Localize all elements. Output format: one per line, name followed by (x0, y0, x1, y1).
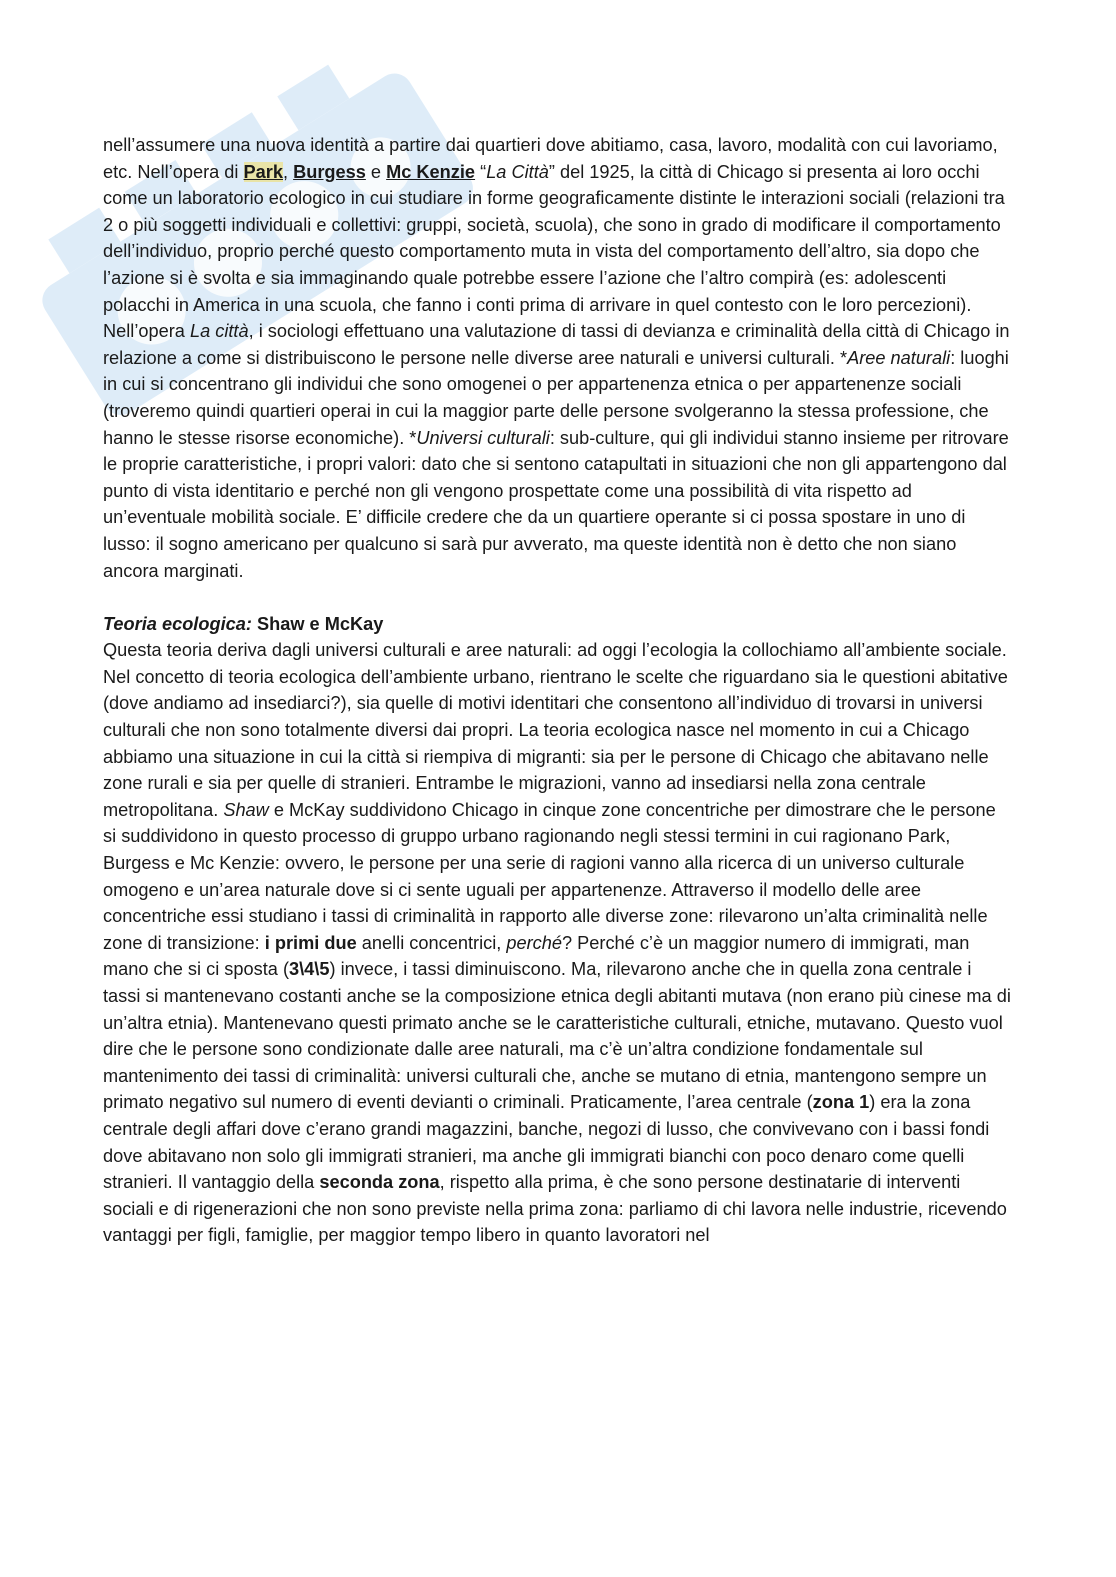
paragraph-spacer (103, 584, 1013, 611)
emphasis-zona-1: zona 1 (812, 1092, 870, 1113)
text-run: nell’assumere una nuova identità a partire dai quartieri dove abitiamo, casa, lavoro, modalità con cui lavoriamo, etc. Nell’opera di (103, 135, 998, 182)
section-heading (103, 611, 1013, 638)
link-burgess[interactable]: Burgess (293, 161, 366, 182)
heading-italic: Teoria ecologica: (103, 613, 252, 634)
link-mckenzie[interactable]: Mc Kenzie (386, 161, 476, 182)
emphasis-zones: 3\4\5 (289, 959, 330, 980)
heading-authors: Shaw e McKay (251, 613, 384, 634)
text-run: : luoghi in cui si concentrano gli individui che sono omogenei o per appartenenza etnica o per appartenenze sociali (troveremo quindi quartieri operai in cui la maggior parte delle persone svolgeranno la stessa professione, che hanno le stesse risorse economiche). * (103, 347, 1009, 448)
text-run: Questa teoria deriva dagli universi culturali e aree naturali: ad oggi l’ecologia la collochiamo all’ambiente sociale. Nel concetto di teoria ecologica dell’ambiente urbano, rientrano le scelte che riguardano sia le questioni abitative (dove andiamo ad insediarci?), sia quelle di motivi identitari che consentono all’individuo di trovarsi in universi culturali che non sono totalmente diversi dai propri. La teoria ecologica nasce nel momento in cui a Chicago abbiamo una situazione in cui la città si riempiva di migranti: sia per le persone di Chicago che abitavano nelle zone rurali e sia per quelle di stranieri. Entrambe le migrazioni, vanno ad insediarsi nella zona centrale metropolitana. (103, 640, 1008, 820)
author-shaw: Shaw (223, 799, 269, 820)
text-run: , (282, 161, 294, 182)
text-run: , i sociologi effettuano una valutazione di tassi di devianza e criminalità della città di Chicago in relazione a come si distribuiscono le persone nelle diverse aree naturali e universi culturali. * (103, 321, 1010, 368)
text-run: ) era la zona centrale degli affari dove c’erano grandi magazzini, banche, negozi di lusso, che convivevano con i bassi fondi dove abitavano non solo gli immigrati stranieri, ma anche gli immigrati bianchi con poco denaro come quelli stranieri. Il vantaggio della (103, 1092, 990, 1193)
emphasis-perche: perché (506, 932, 562, 953)
paragraph-teoria-ecologica (103, 637, 1013, 1249)
text-run: e McKay suddividono Chicago in cinque zone concentriche per dimostrare che le persone si suddividono in questo processo di gruppo urbano ragionando negli stessi termini in cui ragionano Park, Burgess e Mc Kenzie: ovvero, le persone per una serie di ragioni vanno alla ricerca di un universo culturale omogeno e un’area naturale dove si ci sente uguali per appartenenze. Attraverso il modello delle aree concentriche essi studiano i tassi di criminalità in rapporto alle diverse zone: rilevarono un’alta criminalità nelle zone di transizione: (103, 799, 996, 953)
paragraph-la-citta (103, 318, 1013, 584)
text-run: , rispetto alla prima, è che sono persone destinatarie di interventi sociali e di rigenerazioni che non sono previste nella prima zona: parliamo di chi lavora nelle industrie, ricevendo vantaggi per figli, famiglie, per maggior tempo libero in quanto lavoratori nel (103, 1172, 1007, 1246)
document-page (103, 132, 1013, 1249)
book-title: La città (189, 321, 249, 342)
book-title: La Città (486, 161, 549, 182)
text-run: e (365, 161, 387, 182)
text-run: ? Perché c’è un maggior numero di immigrati, man mano che si ci sposta ( (103, 932, 970, 980)
link-park[interactable]: Park (243, 161, 283, 182)
term-universi-culturali: Universi culturali (416, 427, 550, 448)
text-run: ) invece, i tassi diminuiscono. Ma, rilevarono anche che in quella zona centrale i tassi si mantenevano costanti anche se la composizione etnica degli abitanti mutava (non erano più cinese ma di un’altra etnia). Mantenevano questi primato anche se le caratteristiche culturali, etniche, mutavano. Questo vuol dire che le persone sono condizionate dalle aree naturali, ma c’è un’altra condizione fondamentale sul mantenimento dei tassi di criminalità: universi culturali che, anche se mutano di etnia, mantengono sempre un primato negativo sul numero di eventi devianti o criminali. Praticamente, l’area centrale ( (103, 959, 1011, 1113)
text-run: Nell’opera (103, 321, 190, 342)
term-aree-naturali: Aree naturali (847, 347, 951, 368)
emphasis-seconda-zona: seconda zona (319, 1172, 440, 1193)
text-run: : sub-culture, qui gli individui stanno insieme per ritrovare le proprie caratteristiche, i propri valori: dato che si sentono catapultati in situazioni che non gli appartengono dal punto di vista identitario e perché non gli vengono prospettate come una possibilità di vita rispetto ad un’eventuale mobilità sociale. E’ difficile credere che da un quartiere operante si ci possa spostare in uno di lusso: il sogno americano per qualcuno si sarà pur avverato, ma queste identità non è detto che non siano ancora marginati. (103, 427, 1009, 581)
paragraph-intro (103, 132, 1013, 318)
text-run: anelli concentrici, (356, 932, 507, 953)
emphasis-primi-due: i primi due (264, 932, 357, 953)
text-run: “ (475, 161, 487, 182)
text-run: ” del 1925, la città di Chicago si presenta ai loro occhi come un laboratorio ecologico in cui studiare in forme geograficamente distinte le interazioni sociali (relazioni tra 2 o più soggetti individuali e collettivi: gruppi, società, scuola), che sono in grado di modificare il comportamento dell’individuo, proprio perché questo comportamento muta in vista del comportamento dell’altro, sia dopo che l’azione si è svolta e sia immaginando quale potrebbe essere l’azione che l’altro compirà (es: adolescenti polacchi in America in una scuola, che fanno i conti prima di arrivare in quel contesto con le loro percezioni). (103, 161, 1005, 315)
